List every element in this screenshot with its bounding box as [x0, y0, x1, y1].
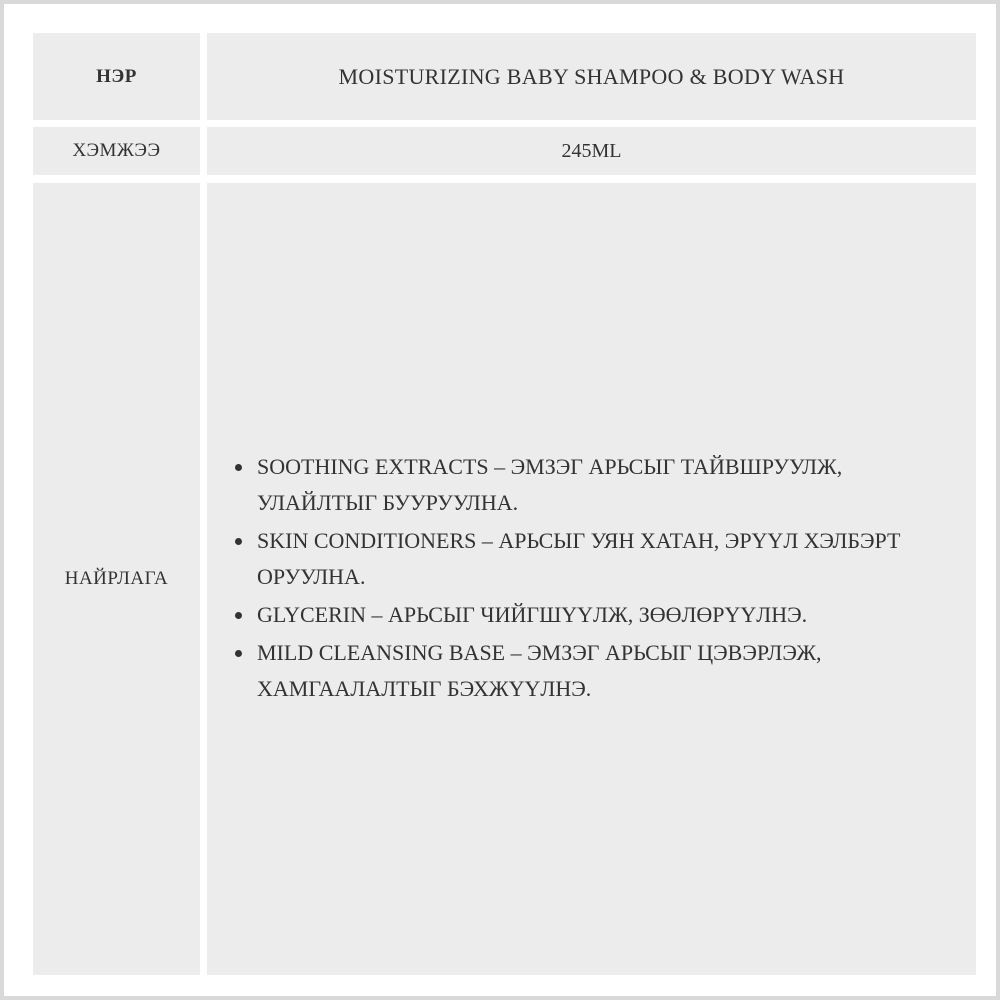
- size-label-cell: [33, 127, 200, 175]
- ingredient-text: SKIN CONDITIONERS – АРЬСЫГ УЯН ХАТАН, ЭРҮҮЛ ХЭЛБЭРТ ОРУУЛНА.: [257, 528, 901, 589]
- ingredient-text: MILD CLEANSING BASE – ЭМЗЭГ АРЬСЫГ ЦЭВЭРЛЭЖ, ХАМГААЛАЛТЫГ БЭХЖҮҮЛНЭ.: [257, 640, 822, 701]
- name-label: НЭР: [96, 65, 137, 87]
- bullet-icon: [235, 612, 242, 619]
- list-item: [235, 523, 956, 595]
- bullet-icon: [235, 650, 242, 657]
- list-item: [235, 597, 956, 633]
- size-label: ХЭМЖЭЭ: [72, 140, 161, 161]
- bullet-icon: [235, 464, 242, 471]
- list-item: [235, 635, 956, 707]
- size-value-cell: [207, 127, 976, 175]
- list-item: [235, 449, 956, 521]
- ingredient-text: SOOTHING EXTRACTS – ЭМЗЭГ АРЬСЫГ ТАЙВШРУУЛЖ, УЛАЙЛТЫГ БУУРУУЛНА.: [257, 454, 843, 515]
- ingredients-value-cell: [207, 183, 976, 975]
- ingredient-text: GLYCERIN – АРЬСЫГ ЧИЙГШҮҮЛЖ, ЗӨӨЛӨРҮҮЛНЭ.: [257, 602, 808, 627]
- ingredients-label-cell: [33, 183, 200, 975]
- product-size: 245ML: [561, 139, 622, 162]
- product-name: MOISTURIZING BABY SHAMPOO & BODY WASH: [338, 63, 845, 89]
- name-label-cell: [33, 33, 200, 120]
- ingredients-list: [207, 449, 976, 709]
- ingredients-label: НАЙРЛАГА: [64, 568, 169, 589]
- bullet-icon: [235, 538, 242, 545]
- name-value-cell: [207, 33, 976, 120]
